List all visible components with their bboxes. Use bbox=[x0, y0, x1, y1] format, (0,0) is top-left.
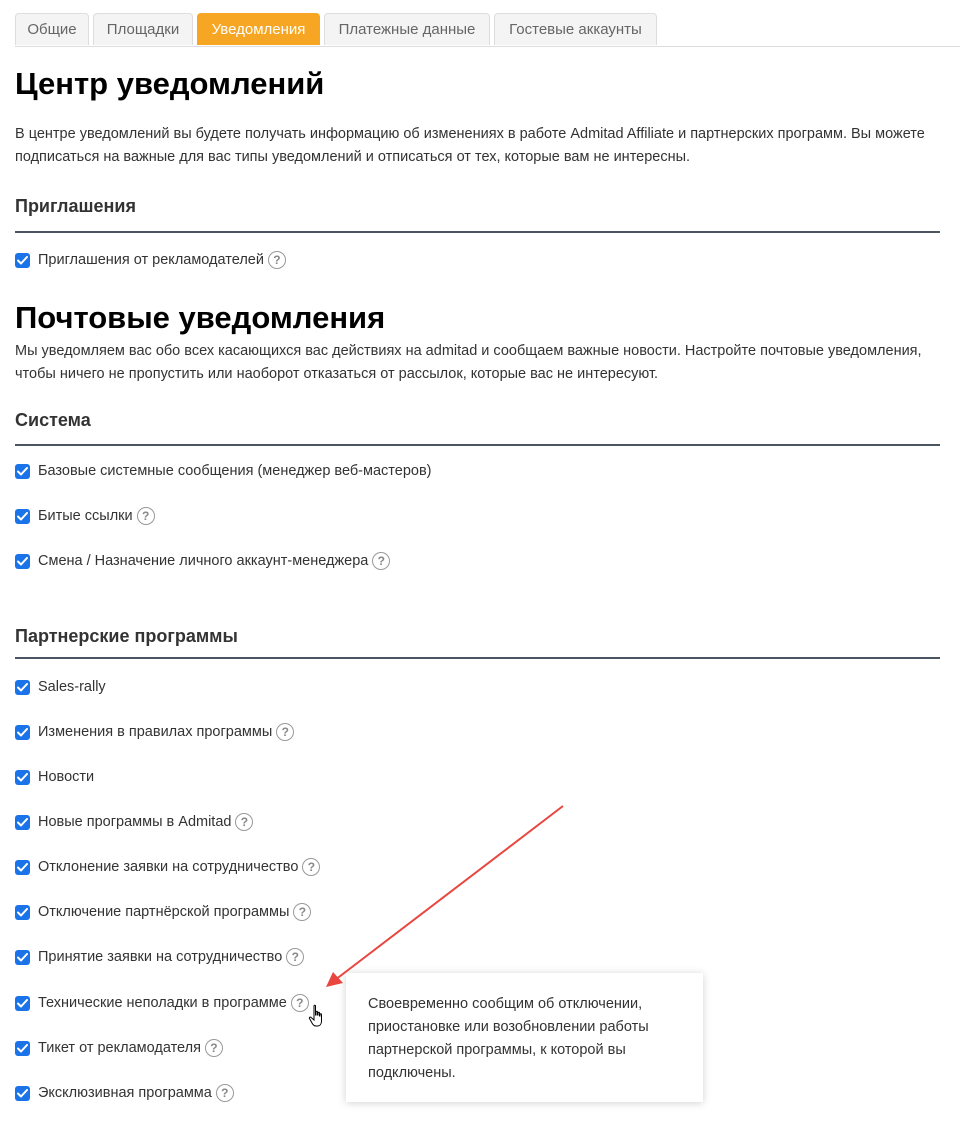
option-technical-issues bbox=[15, 992, 309, 1014]
option-exclusive-program bbox=[15, 1082, 234, 1104]
checkmark-icon bbox=[17, 863, 28, 872]
option-broken-links bbox=[15, 505, 155, 527]
tab-platforms[interactable]: Площадки bbox=[93, 13, 193, 45]
checkbox[interactable] bbox=[15, 996, 30, 1011]
option-program-disabled bbox=[15, 901, 311, 923]
question-circle-icon[interactable]: ? bbox=[268, 251, 286, 269]
checkbox[interactable] bbox=[15, 950, 30, 965]
option-news bbox=[15, 766, 94, 788]
option-label: Тикет от рекламодателя bbox=[38, 1040, 201, 1056]
question-circle-icon[interactable]: ? bbox=[137, 507, 155, 525]
programs-heading: Партнерские программы bbox=[15, 626, 238, 646]
option-new-programs bbox=[15, 811, 253, 833]
checkbox[interactable] bbox=[15, 1086, 30, 1101]
checkbox[interactable] bbox=[15, 815, 30, 830]
question-circle-icon[interactable]: ? bbox=[293, 903, 311, 921]
option-advertiser-ticket bbox=[15, 1037, 223, 1059]
section-divider bbox=[15, 657, 940, 659]
email-notifications-description: Мы уведомляем вас обо всех касающихся вас действиях на admitad и сообщаем важные новости. Настройте почтовые уведомления, чтобы ничего не пропустить или наоборот отказаться от рассылок, которые вас не интересуют. bbox=[15, 343, 922, 382]
settings-tabs bbox=[15, 13, 960, 47]
option-label: Приглашения от рекламодателей bbox=[38, 252, 264, 268]
checkbox[interactable] bbox=[15, 253, 30, 268]
option-label: Технические неполадки в программе bbox=[38, 995, 287, 1011]
checkbox[interactable] bbox=[15, 905, 30, 920]
tab-general[interactable]: Общие bbox=[15, 13, 89, 45]
checkbox[interactable] bbox=[15, 860, 30, 875]
question-circle-icon[interactable]: ? bbox=[276, 723, 294, 741]
checkbox[interactable] bbox=[15, 725, 30, 740]
option-account-manager-change bbox=[15, 550, 390, 572]
tab-guest-accounts[interactable]: Гостевые аккаунты bbox=[494, 13, 657, 45]
checkbox[interactable] bbox=[15, 554, 30, 569]
email-notifications-title: Почтовые уведомления bbox=[15, 300, 386, 335]
checkbox[interactable] bbox=[15, 1041, 30, 1056]
checkmark-icon bbox=[17, 1044, 28, 1053]
checkmark-icon bbox=[17, 773, 28, 782]
option-label: Принятие заявки на сотрудничество bbox=[38, 949, 283, 965]
checkbox[interactable] bbox=[15, 680, 30, 695]
option-label: Базовые системные сообщения (менеджер веб-мастеров) bbox=[38, 463, 432, 479]
checkmark-icon bbox=[17, 728, 28, 737]
checkmark-icon bbox=[17, 908, 28, 917]
question-circle-icon[interactable]: ? bbox=[216, 1084, 234, 1102]
question-circle-icon[interactable]: ? bbox=[286, 948, 304, 966]
section-divider bbox=[15, 444, 940, 446]
section-divider bbox=[15, 231, 940, 233]
notification-center-title: Центр уведомлений bbox=[15, 66, 325, 101]
notification-center-description: В центре уведомлений вы будете получать информацию об изменениях в работе Admitad Affiliate и партнерских программ. Вы можете подписаться на важные для вас типы уведомлений и отписаться от тех, которые вам не интересны. bbox=[15, 126, 925, 165]
option-advertiser-invitations bbox=[15, 249, 286, 271]
option-label: Эксклюзивная программа bbox=[38, 1085, 212, 1101]
option-label: Отключение партнёрской программы bbox=[38, 904, 290, 920]
option-label: Новые программы в Admitad bbox=[38, 814, 232, 830]
checkmark-icon bbox=[17, 953, 28, 962]
checkmark-icon bbox=[17, 1089, 28, 1098]
option-application-rejected bbox=[15, 856, 320, 878]
option-basic-system-messages bbox=[15, 460, 431, 482]
question-circle-icon[interactable]: ? bbox=[205, 1039, 223, 1057]
checkmark-icon bbox=[17, 999, 28, 1008]
question-circle-icon[interactable]: ? bbox=[372, 552, 390, 570]
option-label: Sales-rally bbox=[38, 679, 106, 695]
checkbox[interactable] bbox=[15, 770, 30, 785]
question-circle-icon[interactable]: ? bbox=[235, 813, 253, 831]
option-label: Битые ссылки bbox=[38, 508, 133, 524]
help-tooltip: Своевременно сообщим об отключении, приостановке или возобновлении работы партнерской программы, к которой вы подключены. bbox=[346, 973, 703, 1102]
option-label: Отклонение заявки на сотрудничество bbox=[38, 859, 299, 875]
option-label: Изменения в правилах программы bbox=[38, 724, 273, 740]
checkmark-icon bbox=[17, 512, 28, 521]
option-application-accepted bbox=[15, 946, 304, 968]
tab-payment-data[interactable]: Платежные данные bbox=[324, 13, 490, 45]
hand-pointer-icon bbox=[308, 1004, 328, 1030]
checkmark-icon bbox=[17, 818, 28, 827]
checkbox[interactable] bbox=[15, 464, 30, 479]
checkmark-icon bbox=[17, 683, 28, 692]
invitations-heading: Приглашения bbox=[15, 196, 136, 216]
checkmark-icon bbox=[17, 557, 28, 566]
option-label: Смена / Назначение личного аккаунт-менеджера bbox=[38, 553, 369, 569]
tab-notifications[interactable]: Уведомления bbox=[197, 13, 320, 45]
question-circle-icon[interactable]: ? bbox=[302, 858, 320, 876]
system-heading: Система bbox=[15, 410, 91, 430]
option-rules-changes bbox=[15, 721, 294, 743]
option-label: Новости bbox=[38, 769, 95, 785]
checkbox[interactable] bbox=[15, 509, 30, 524]
checkmark-icon bbox=[17, 256, 28, 265]
checkmark-icon bbox=[17, 467, 28, 476]
question-circle-icon[interactable]: ? bbox=[291, 994, 309, 1012]
option-sales-rally bbox=[15, 676, 106, 698]
